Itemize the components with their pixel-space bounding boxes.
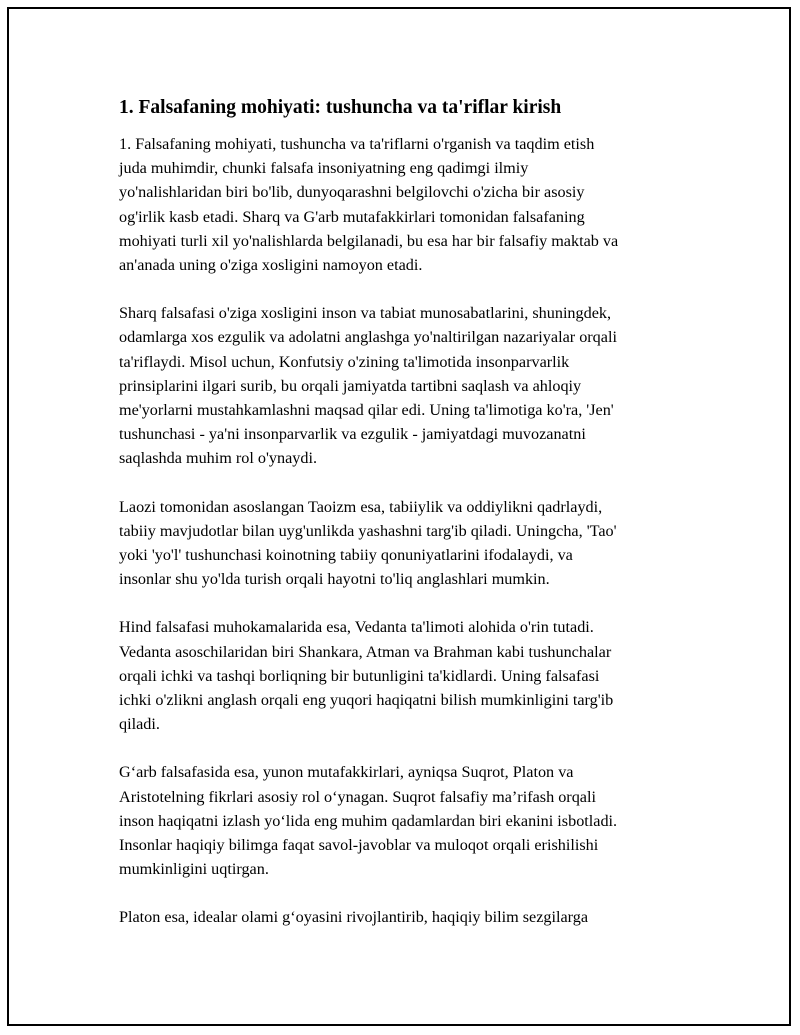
text-line: G‘arb falsafasida esa, yunon mutafakkirlari, ayniqsa Suqrot, Platon va	[119, 763, 574, 782]
text-line: inson haqiqatni izlash yo‘lida eng muhim qadamlardan biri ekanini isbotladi.	[119, 811, 618, 830]
paragraph-6	[119, 905, 709, 929]
text-line: odamlarga xos ezgulik va adolatni anglashga yo'naltirilgan nazariyalar orqali	[119, 328, 617, 347]
text-line: mohiyati turli xil yo'nalishlarda belgilanadi, bu esa har bir falsafiy maktab va	[119, 231, 619, 250]
text-line: an'anada uning o'ziga xosligini namoyon etadi.	[119, 256, 423, 275]
text-line: me'yorlarni mustahkamlashni maqsad qilar edi. Uning ta'limotiga ko'ra, 'Jen'	[119, 401, 614, 420]
paragraph-3	[119, 495, 709, 592]
text-line: qiladi.	[119, 715, 160, 734]
text-line: juda muhimdir, chunki falsafa insoniyatning eng qadimgi ilmiy	[119, 159, 529, 178]
text-line: Sharq falsafasi o'ziga xosligini inson va tabiat munosabatlarini, shuningdek,	[119, 304, 612, 323]
text-line: Insonlar haqiqiy bilimga faqat savol-javoblar va muloqot orqali erishilishi	[119, 836, 599, 855]
text-line: insonlar shu yo'lda turish orqali hayotni to'liq anglashlari mumkin.	[119, 570, 550, 589]
paragraph-5	[119, 760, 709, 881]
paragraph-1	[119, 132, 709, 277]
text-line: Platon esa, idealar olami g‘oyasini rivojlantirib, haqiqiy bilim sezgilarga	[119, 908, 589, 927]
paragraph-4	[119, 615, 709, 736]
document-body	[119, 95, 709, 954]
text-line: 1. Falsafaning mohiyati, tushuncha va ta'riflarni o'rganish va taqdim etish	[119, 135, 595, 153]
text-line: Vedanta asoschilaridan biri Shankara, Atman va Brahman kabi tushunchalar	[119, 642, 612, 661]
text-line: yoki 'yo'l' tushunchasi koinotning tabiiy qonuniyatlarini ifodalaydi, va	[119, 546, 573, 565]
text-line: Hind falsafasi muhokamalarida esa, Vedanta ta'limoti alohida o'rin tutadi.	[119, 618, 594, 637]
text-line: mumkinligini uqtirgan.	[119, 860, 269, 879]
text-line: orqali ichki va tashqi borliqning bir butunligini ta'kidlardi. Uning falsafasi	[119, 666, 600, 685]
text-line: tushunchasi - ya'ni insonparvarlik va ezgulik - jamiyatdagi muvozanatni	[119, 425, 586, 444]
page-frame	[7, 7, 791, 1026]
text-line: prinsiplarini ilgari surib, bu orqali jamiyatda tartibni saqlash va ahloqiy	[119, 376, 582, 395]
text-line: Laozi tomonidan asoslangan Taoizm esa, tabiiylik va oddiylikni qadrlaydi,	[119, 497, 603, 516]
document-title: 1. Falsafaning mohiyati: tushuncha va ta'riflar kirish	[119, 97, 562, 118]
text-line: ichki o'zlikni anglash orqali eng yuqori haqiqatni bilish mumkinligini targ'ib	[119, 691, 614, 710]
text-line: og'irlik kasb etadi. Sharq va G'arb mutafakkirlari tomonidan falsafaning	[119, 207, 585, 226]
text-line: saqlashda muhim rol o'ynaydi.	[119, 449, 318, 468]
text-line: yo'nalishlaridan biri bo'lib, dunyoqarashni belgilovchi o'zicha bir asosiy	[119, 183, 585, 202]
text-line: Aristotelning fikrlari asosiy rol o‘ynagan. Suqrot falsafiy ma’rifash orqali	[119, 787, 596, 806]
text-line: tabiiy mavjudotlar bilan uyg'unlikda yashashni targ'ib qiladi. Uningcha, 'Tao'	[119, 521, 617, 540]
paragraph-2	[119, 301, 709, 470]
text-line: ta'riflaydi. Misol uchun, Konfutsiy o'zining ta'limotida insonparvarlik	[119, 352, 570, 371]
